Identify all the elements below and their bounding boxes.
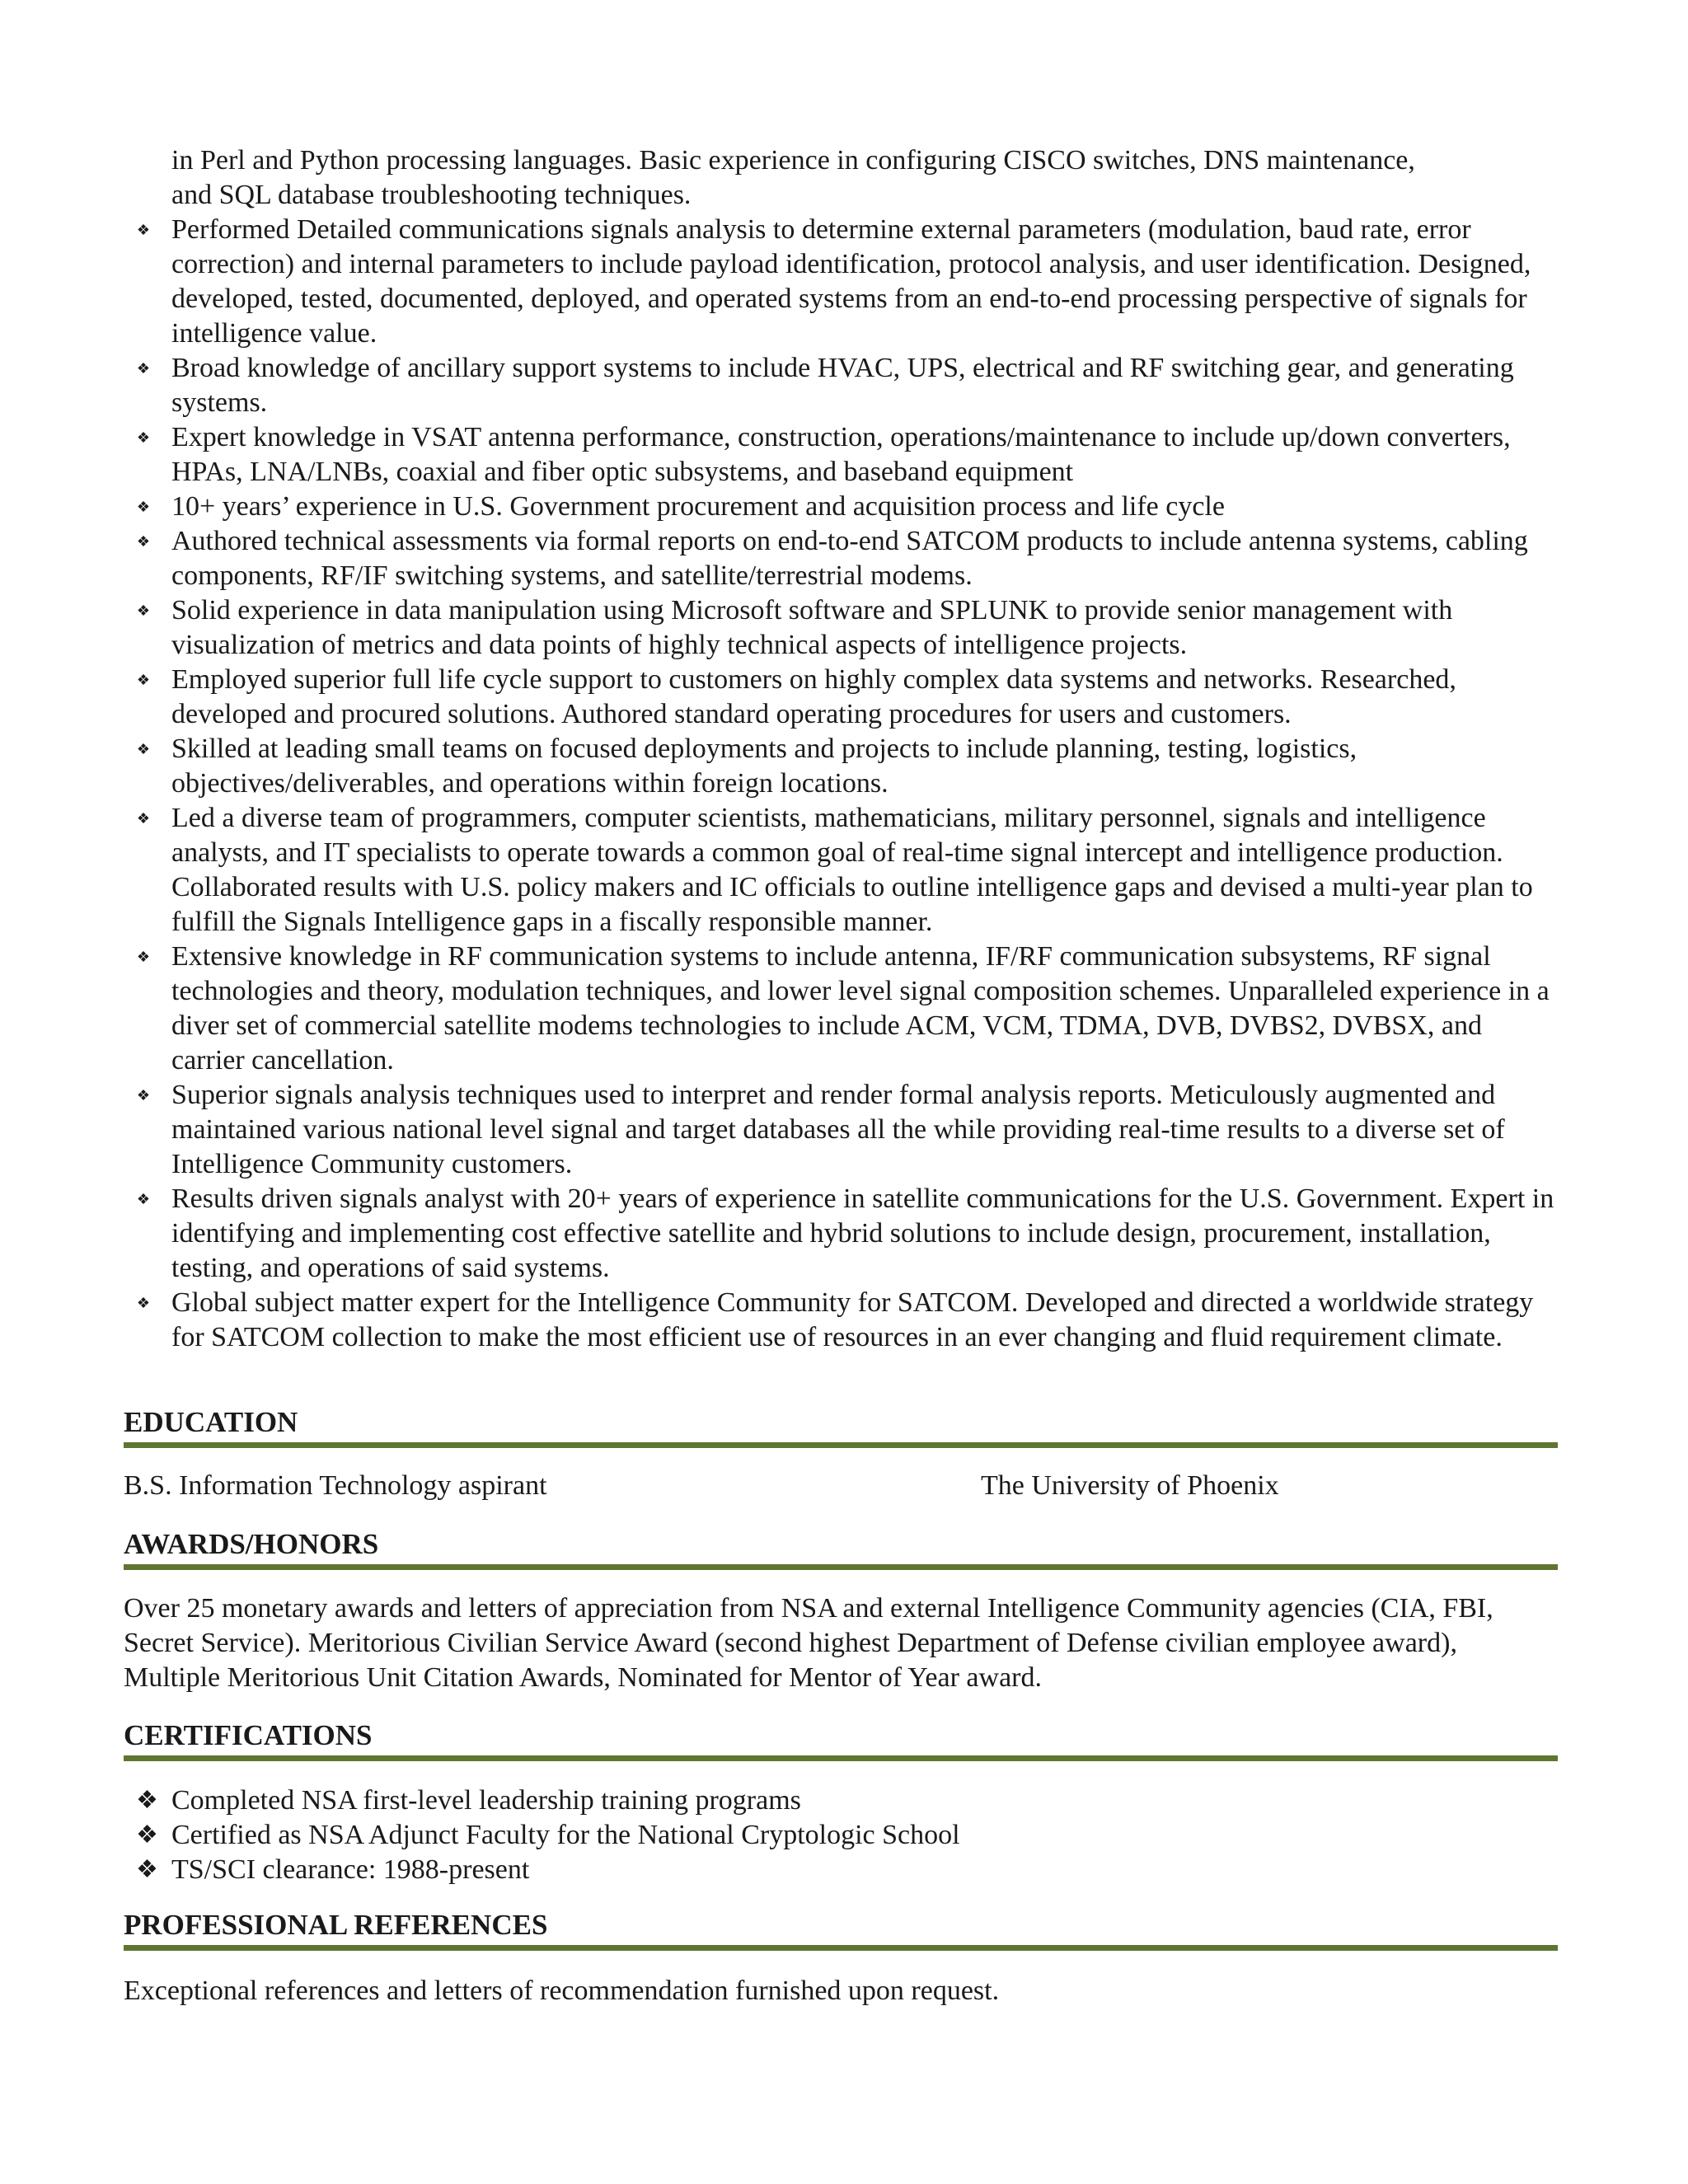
education-school: The University of Phoenix — [981, 1470, 1279, 1501]
experience-bullet — [136, 1286, 1556, 1355]
bullet-text: Superior signals analysis techniques used to interpret and render formal analysis reports. Meticulously augmented and maintained various national level signal and target databases all the while providing real-time results to a diverse set of Intelligence Community customers. — [171, 1080, 1505, 1179]
bullet-text: Employed superior full life cycle support to customers on highly complex data systems and networks. Researched, developed and procured solutions. Authored standard operating procedures for users and customers. — [171, 664, 1456, 729]
bullet-text: Led a diverse team of programmers, computer scientists, mathematicians, military personnel, signals and intelligence analysts, and IT specialists to operate towards a common goal of real-time signal intercept and intelligence production. Collaborated results with U.S. policy makers and IC officials to outline intelligence gaps and devised a multi-year plan to fulfill the Signals Intelligence gaps in a fiscally responsible manner. — [171, 803, 1533, 937]
diamond-bullet-icon: ❖ — [136, 1295, 151, 1311]
education-degree: B.S. Information Technology aspirant — [124, 1470, 547, 1501]
diamond-bullet-icon: ❖ — [136, 429, 151, 446]
references-divider — [124, 1945, 1558, 1951]
diamond-bullet-icon: ❖ — [136, 810, 151, 827]
bullet-text: Broad knowledge of ancillary support systems to include HVAC, UPS, electrical and RF switching gear, and generating systems. — [171, 353, 1514, 418]
education-divider — [124, 1442, 1558, 1448]
awards-text: Over 25 monetary awards and letters of appreciation from NSA and external Intelligence Community agencies (CIA, FBI, Secret Service). Meritorious Civilian Service Award (second highest Department of Defense civilian employee award), Multiple Meritorious Unit Citation Awards, Nominated for Mentor of Year award. — [124, 1593, 1493, 1693]
certification-text: TS/SCI clearance: 1988-present — [171, 1854, 530, 1885]
experience-bullet — [136, 940, 1556, 1078]
diamond-bullet-icon: ❖ — [136, 949, 151, 965]
bullet-text: Authored technical assessments via formal reports on end-to-end SATCOM products to include antenna systems, cabling components, RF/IF switching systems, and satellite/terrestrial modems. — [171, 526, 1528, 591]
certification-item — [124, 1783, 1558, 1818]
continuation-line-1: in Perl and Python processing languages. Basic experience in configuring CISCO switches, DNS maintenance, — [171, 145, 1415, 176]
experience-bullet — [136, 213, 1556, 351]
bullet-text: Performed Detailed communications signals analysis to determine external parameters (modulation, baud rate, error correction) and internal parameters to include payload identification, protocol analysis, and user identification. Designed, developed, tested, documented, deployed, and operated systems from an end-to-end processing perspective of signals for intelligence value. — [171, 214, 1531, 349]
certifications-list — [124, 1783, 1558, 1887]
bullet-text: Extensive knowledge in RF communication systems to include antenna, IF/RF communication subsystems, RF signal technologies and theory, modulation techniques, and lower level signal composition schemes. Unparalleled experience in a diver set of commercial satellite modems technologies to include ACM, VCM, TDMA, DVB, DVBS2, DVBSX, and carrier cancellation. — [171, 941, 1550, 1076]
experience-bullet — [136, 1182, 1556, 1286]
bullet-text: Global subject matter expert for the Intelligence Community for SATCOM. Developed and directed a worldwide strategy for SATCOM collection to make the most efficient use of resources in an ever changing and fluid requirement climate. — [171, 1287, 1534, 1352]
certifications-heading: CERTIFICATIONS — [124, 1719, 373, 1751]
diamond-bullet-icon: ❖ — [136, 672, 151, 688]
bullet-text: Skilled at leading small teams on focused deployments and projects to include planning, testing, logistics, objectives/deliverables, and operations within foreign locations. — [171, 733, 1357, 799]
diamond-bullet-icon: ❖ — [136, 499, 151, 515]
experience-bullet — [136, 351, 1556, 420]
certification-item — [124, 1853, 1558, 1887]
diamond-bullet-icon: ❖ — [136, 602, 151, 619]
bullet-text: Results driven signals analyst with 20+ years of experience in satellite communications for the U.S. Government. Expert in identifying and implementing cost effective satellite and hybrid solutions to include design, procurement, installation, testing, and operations of said systems. — [171, 1183, 1554, 1283]
references-heading: PROFESSIONAL REFERENCES — [124, 1909, 548, 1941]
diamond-bullet-icon: ❖ — [136, 1191, 151, 1207]
diamond-bullet-icon: ❖ — [136, 360, 151, 377]
diamond-bullet-icon: ❖ — [136, 1087, 151, 1104]
experience-bullet — [136, 593, 1556, 663]
bullet-continuation — [171, 143, 1556, 213]
continuation-line-2: and SQL database troubleshooting techniques. — [171, 180, 692, 210]
experience-bullet — [136, 801, 1556, 940]
certification-item — [124, 1818, 1558, 1853]
diamond-bullet-icon: ❖ — [136, 533, 151, 550]
experience-bullet — [136, 1078, 1556, 1182]
diamond-bullet-icon: ❖ — [136, 741, 151, 757]
experience-bullet — [136, 524, 1556, 593]
awards-heading: AWARDS/HONORS — [124, 1528, 379, 1560]
experience-bullet — [136, 732, 1556, 801]
awards-divider — [124, 1564, 1558, 1570]
diamond-bullet-icon: ❖ — [136, 1821, 158, 1849]
bullet-text: 10+ years’ experience in U.S. Government procurement and acquisition process and life cycle — [171, 491, 1225, 522]
diamond-bullet-icon: ❖ — [136, 1787, 158, 1814]
bullet-text: Solid experience in data manipulation using Microsoft software and SPLUNK to provide senior management with visualization of metrics and data points of highly technical aspects of intelligence projects. — [171, 595, 1453, 660]
experience-bullet — [136, 663, 1556, 732]
certifications-divider — [124, 1755, 1558, 1761]
education-heading: EDUCATION — [124, 1406, 298, 1438]
experience-bullet — [136, 420, 1556, 490]
diamond-bullet-icon: ❖ — [136, 222, 151, 238]
certification-text: Certified as NSA Adjunct Faculty for the National Cryptologic School — [171, 1820, 960, 1850]
experience-bullet-list — [136, 143, 1556, 1355]
diamond-bullet-icon: ❖ — [136, 1856, 158, 1883]
certification-text: Completed NSA first-level leadership training programs — [171, 1785, 801, 1816]
experience-bullet — [136, 490, 1556, 524]
references-text: Exceptional references and letters of recommendation furnished upon request. — [124, 1975, 1000, 2006]
bullet-text: Expert knowledge in VSAT antenna performance, construction, operations/maintenance to include up/down converters, HPAs, LNA/LNBs, coaxial and fiber optic subsystems, and baseband equipment — [171, 422, 1511, 487]
